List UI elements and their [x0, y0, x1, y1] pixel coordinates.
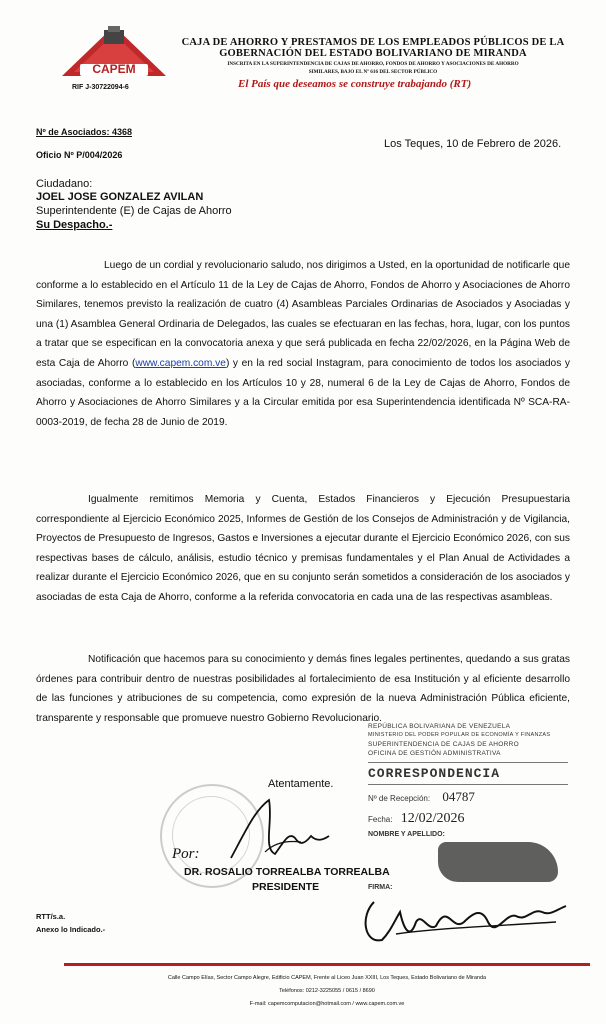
footer-rule: [64, 963, 590, 966]
su-despacho: Su Despacho.-: [36, 219, 113, 231]
stamp-fecha-label: Fecha:: [368, 815, 393, 824]
stamp-line-2: MINISTERIO DEL PODER POPULAR DE ECONOMÍA Y FINANZAS: [368, 732, 551, 738]
signatory-title: PRESIDENTE: [252, 881, 320, 893]
org-registration: INSCRITA EN LA SUPERINTENDENCIA DE CAJAS DE AHORRO, FONDOS DE AHORRO Y ASOCIACIONES DE AHORRO SIMILARES, BAJO EL Nº 616 DEL SECTOR PÚBLICO: [227, 61, 519, 75]
stamp-recepcion-value: 04787: [442, 789, 475, 804]
paragraph-2: Igualmente remitimos Memoria y Cuenta, Estados Financieros y Ejecución Presupuestaria correspondiente al Ejercicio Económico 2025, Informes de Gestión de los Consejos de Administración y de Vigilancia, Proyectos de Presupuesto de Ingresos, Gastos e Inversiones a ejecutar durante el Ejercicio Económico 2026, con sus respectivas bases de cálculo, análisis, estudio técnico y premisas fundamentales y el Plan Anual de Actividades a realizar durante el Ejercicio Económico 2026, que en su conjunto serán sometidos a consideración de los asociados y asociadas de esta Caja de Ahorro, conforme a la referida convocatoria en cada una de las respectivas asambleas.: [36, 494, 570, 603]
initials: RTT/s.a.: [36, 912, 66, 921]
stamp-line-1: REPÚBLICA BOLIVARIANA DE VENEZUELA: [368, 723, 511, 730]
letter-date: Los Teques, 10 de Febrero de 2026.: [384, 138, 562, 150]
org-name: CAJA DE AHORRO Y PRESTAMOS DE LOS EMPLEADOS PÚBLICOS DE LA GOBERNACIÓN DEL ESTADO BOLIVARIANO DE MIRANDA: [181, 37, 565, 59]
closing: Atentamente.: [268, 778, 334, 790]
logo-text: CAPEM: [92, 62, 136, 76]
paragraph-3: Notificación que hacemos para su conocimiento y demás fines legales pertinentes, quedando a sus gratas órdenes para contribuir dentro de nuestras posibilidades al fortalecimiento de esa Institución y al eficiente desarrollo de las funciones y atribuciones de su competencia, como expresión de la nueva Administración Pública eficiente, transparente y responsable que promueve nuestro Gobierno Revolucionario.: [36, 654, 570, 724]
capem-logo: [58, 20, 170, 82]
por-label: Por:: [172, 846, 200, 862]
recipient-name: JOEL JOSE GONZALEZ AVILAN: [36, 191, 204, 203]
reception-signature: [356, 882, 576, 954]
stamp-title: CORRESPONDENCIA: [368, 762, 568, 785]
signatory-name: DR. ROSALIO TORREALBA TORREALBA: [184, 866, 390, 878]
anexo-note: Anexo lo Indicado.-: [36, 925, 106, 934]
stamp-firma-label: FIRMA:: [368, 884, 393, 891]
website-link[interactable]: www.capem.com.ve: [135, 357, 226, 369]
footer-address: Calle Campo Elías, Sector Campo Alegre, Edificio CAPEM, Frente al Liceo Juan XXIII, Los Teques, Estado Bolivariano de Miranda: [167, 975, 487, 981]
paragraph-1: Luego de un cordial y revolucionario saludo, nos dirigimos a Usted, en la oportunidad de notificarle que conforme a lo establecido en el Artículo 11 de la Ley de Cajas de Ahorro, Fondos de Ahorro y Asociaciones de Ahorro Similares, tenemos previsto la realización de cuatro (4) Asambleas Parciales Ordinarias de Asociados y Asociadas y una (1) Asamblea General Ordinaria de Delegados, las cuales se efectuaran en las fechas, hora, lugar, con los puntos a tratar que se especifican en la convocatoria anexa y que será publicada en fecha 22/02/2026, en la Página Web de esta Caja de Ahorro (www.capem.com.ve) y en la red social Instagram, para conocimiento de todos los asociados y asociadas, conforme a lo establecido en los Artículos 10 y 28, numeral 6 de la Ley de Cajas de Ahorro, Fondos de Ahorro y Asociaciones de Ahorro Similares y a la Circular emitida por esa Superintendencia identificada Nº SCA-RA-0003-2019, de fecha 28 de Junio de 2019.: [36, 260, 570, 428]
motto: El País que deseamos se construye trabajando (RT): [238, 78, 472, 90]
salutation: Ciudadano:: [36, 178, 93, 190]
stamp-recepcion-label: Nº de Recepción:: [368, 794, 431, 803]
stamp-nombre-label: NOMBRE Y APELLIDO:: [368, 831, 445, 838]
stamp-line-4: OFICINA DE GESTIÓN ADMINISTRATIVA: [368, 750, 501, 757]
stamp-fecha-value: 12/02/2026: [400, 811, 465, 826]
president-signature: [225, 792, 335, 872]
footer-phones: Teléfonos: 0212-3225055 / 0615 / 8690: [279, 988, 375, 994]
asociados-count: Nº de Asociados: 4368: [36, 127, 132, 137]
oficio-number: Oficio Nº P/004/2026: [36, 150, 123, 160]
reception-stamp: [368, 722, 568, 892]
stamp-ink-blot: [438, 842, 558, 882]
rif: RIF J-30722094-6: [72, 84, 129, 91]
stamp-line-3: SUPERINTENDENCIA DE CAJAS DE AHORRO: [368, 741, 519, 748]
recipient-title: Superintendente (E) de Cajas de Ahorro: [36, 205, 232, 217]
footer-email-web: F-mail: capemcomputacion@hotmail.com / www.capem.com.ve: [249, 1001, 405, 1007]
